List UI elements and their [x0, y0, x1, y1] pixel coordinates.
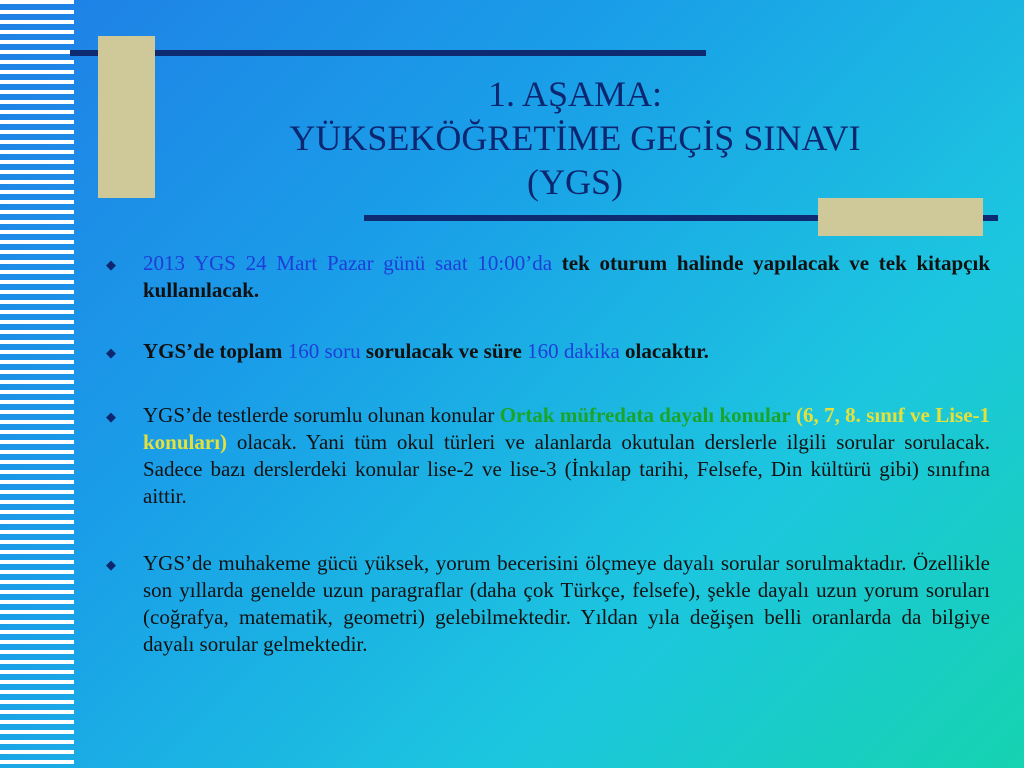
slide-title [160, 72, 990, 204]
diamond-bullet-icon: ◆ [106, 409, 116, 424]
title-line-1: 1. AŞAMA: [487, 74, 663, 114]
item2-text-2: sorulacak ve süre [365, 339, 522, 363]
item4-text: YGS’de muhakeme gücü yüksek, yorum becerisini ölçmeye dayalı sorular sorulmaktadır. Özellikle son yıllarda genelde uzun paragraflar (daha çok Türkçe, felsefe), şekle dayalı uzun yorum soruları (coğrafya, matematik, geometri) gelebilmektedir. Yıldan yıla değişen belli oranlarda da bilgiye dayalı sorular gelmektedir. [143, 551, 990, 656]
list-item [106, 550, 990, 658]
list-item [106, 402, 990, 510]
item3-text-2: olacak. Yani tüm okul türleri ve alanlarda okutulan derslerle ilgili sorular sorulacak. Sadece bazı derslerdeki konular lise-2 ve lise-3 (İnkılap tarihi, Felsefe, Din kültürü gibi) sınıfına aittir. [143, 430, 991, 508]
item1-date-text: 2013 YGS 24 Mart Pazar günü saat 10:00’da [143, 251, 553, 275]
decorative-stripes [0, 0, 74, 768]
item3-yellow-text: (6, 7, 8. sınıf ve Lise-1 konuları) [143, 403, 991, 454]
diamond-bullet-icon: ◆ [106, 557, 116, 572]
decorative-block-left [98, 36, 155, 198]
item2-text-1: YGS’de toplam [143, 339, 283, 363]
diamond-bullet-icon: ◆ [106, 257, 116, 272]
bullet-list [106, 250, 990, 692]
item2-text-3: olacaktır. [625, 339, 709, 363]
item2-question-count: 160 soru [287, 339, 361, 363]
list-item [106, 250, 990, 304]
title-line-3: (YGS) [527, 162, 623, 202]
list-item [106, 338, 990, 365]
item3-green-text: Ortak müfredata dayalı konular [499, 403, 791, 427]
item3-text-1: YGS’de testlerde sorumlu olunan konular [143, 403, 495, 427]
decorative-rule-top [70, 50, 706, 56]
title-line-2: YÜKSEKÖĞRETİME GEÇİŞ SINAVI [289, 118, 861, 158]
item2-duration: 160 dakika [527, 339, 620, 363]
diamond-bullet-icon: ◆ [106, 345, 116, 360]
item1-rest-text: tek oturum halinde yapılacak ve tek kitapçık kullanılacak. [143, 251, 991, 302]
